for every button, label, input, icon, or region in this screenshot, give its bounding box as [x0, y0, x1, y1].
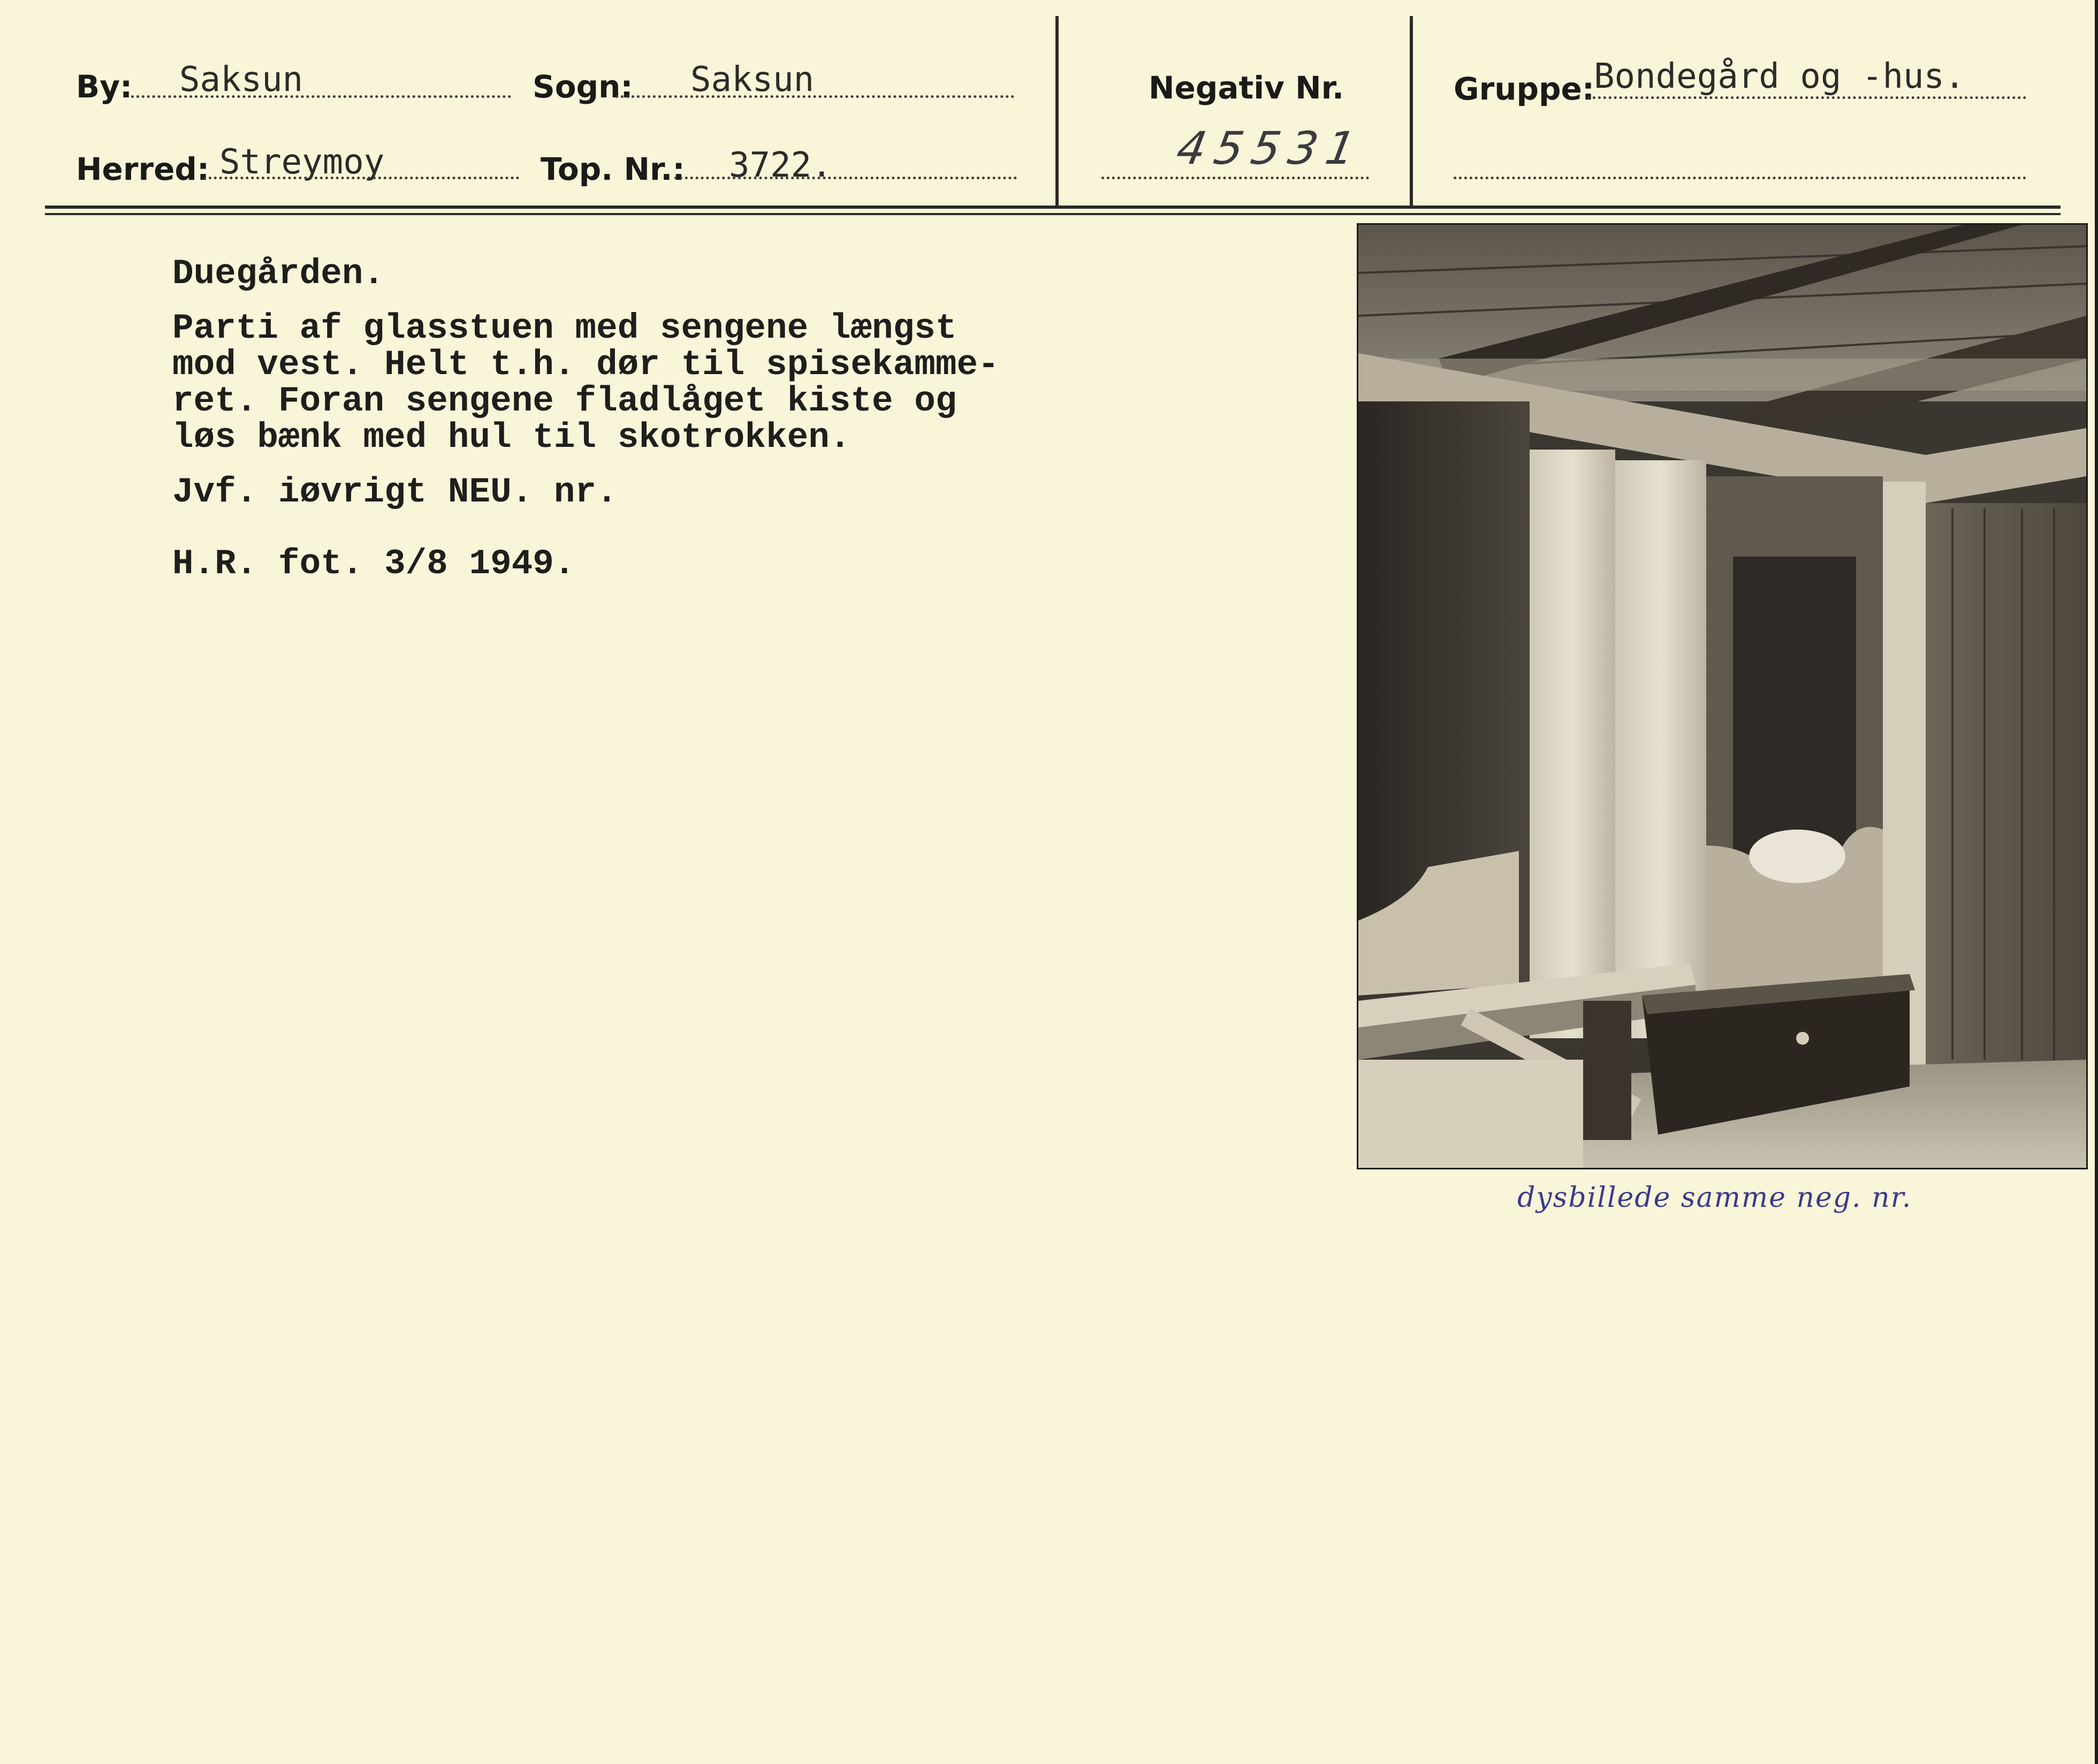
top-nr-value: 3722. [729, 146, 832, 185]
photo-note: dysbillede samme neg. nr. [1517, 1182, 1912, 1214]
by-value: Saksun [179, 60, 303, 100]
negativ-underline [1101, 177, 1369, 179]
negativ-label: Negativ Nr. [1149, 70, 1344, 106]
sogn-underline [615, 95, 1014, 98]
negativ-value: 45531 [1173, 122, 1368, 174]
photographer-line: H.R. fot. 3/8 1949. [172, 544, 575, 584]
herred-label: Herred: [76, 151, 210, 187]
gruppe-underline-2 [1454, 177, 2026, 179]
herred-value: Streymoy [219, 142, 385, 182]
sogn-value: Saksun [690, 60, 815, 100]
gruppe-underline [1587, 96, 2026, 99]
photo-illustration [1358, 225, 2086, 1168]
header-divider-2 [1410, 16, 1413, 207]
header-rule-top [45, 206, 2061, 209]
by-label: By: [76, 69, 133, 105]
header-rule-bottom [45, 213, 2061, 215]
by-underline [131, 95, 511, 98]
reference-line: Jvf. iøvrigt NEU. nr. [172, 472, 618, 512]
sogn-label: Sogn: [533, 69, 633, 105]
interior-photograph [1358, 225, 2086, 1168]
description-line-1: Parti af glasstuen med sengene længst [172, 308, 957, 348]
herred-underline [203, 177, 519, 179]
gruppe-value: Bondegård og -hus. [1594, 57, 1965, 96]
top-nr-underline [674, 177, 1017, 179]
record-title: Duegården. [172, 254, 385, 294]
gruppe-label: Gruppe: [1454, 71, 1595, 107]
top-nr-label: Top. Nr.: [541, 151, 685, 187]
header-divider-1 [1055, 16, 1059, 207]
description-line-2: mod vest. Helt t.h. dør til spisekamme- [172, 345, 999, 385]
description-line-3: ret. Foran sengene fladlåget kiste og [172, 381, 957, 421]
description-line-4: løs bænk med hul til skotrokken. [172, 417, 851, 458]
